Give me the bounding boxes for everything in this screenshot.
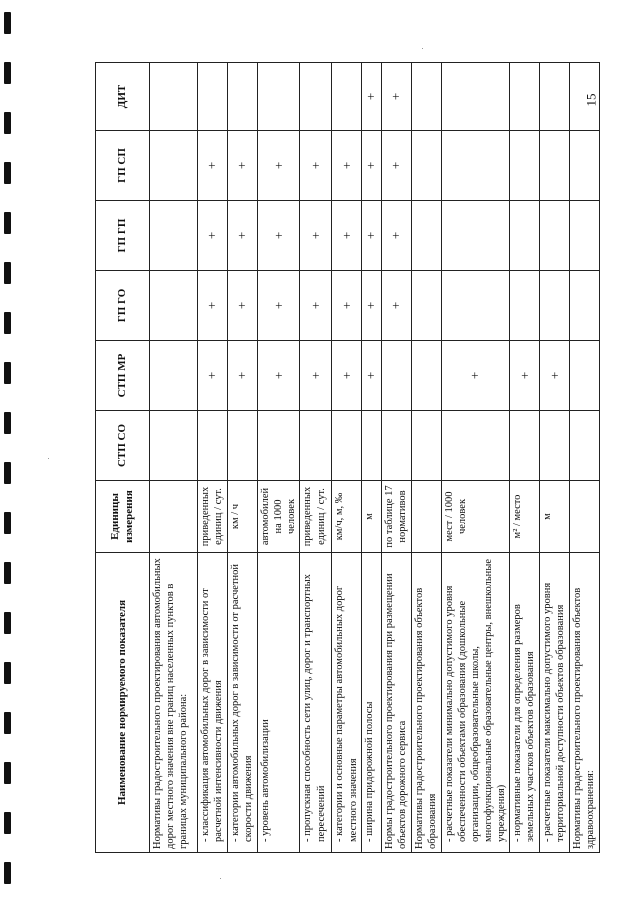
binder-hole	[4, 612, 11, 634]
applicability-mark-cell	[332, 411, 362, 481]
applicability-mark-cell: +	[510, 341, 540, 411]
applicability-mark-cell	[150, 271, 198, 341]
indicator-name-cell: - нормативные показатели для определения размеров земельных участков объектов образования	[510, 553, 540, 853]
indicator-name-cell: - расчетные показатели максимально допустимого уровня территориальной доступности объектов образования	[540, 553, 570, 853]
applicability-mark-cell: +	[228, 201, 258, 271]
table-row	[540, 63, 570, 853]
table-row	[381, 63, 411, 853]
applicability-mark-cell	[570, 201, 600, 271]
applicability-mark-cell	[570, 271, 600, 341]
applicability-mark-cell	[540, 411, 570, 481]
applicability-mark-cell: +	[332, 341, 362, 411]
table-row	[258, 63, 300, 853]
unit-cell: м² / место	[510, 481, 540, 553]
applicability-mark-cell	[441, 131, 510, 201]
unit-cell: км/ч, м, ‰	[332, 481, 362, 553]
applicability-mark-cell	[570, 341, 600, 411]
applicability-mark-cell	[510, 201, 540, 271]
table-header-row	[96, 63, 150, 853]
table-row	[300, 63, 332, 853]
applicability-mark-cell	[150, 411, 198, 481]
binder-hole	[4, 112, 11, 134]
applicability-mark-cell	[362, 411, 381, 481]
applicability-mark-cell: +	[300, 271, 332, 341]
applicability-mark-cell: +	[332, 131, 362, 201]
applicability-mark-cell	[441, 63, 510, 131]
binder-hole	[4, 12, 11, 34]
applicability-mark-cell	[300, 63, 332, 131]
indicator-name-cell: - пропускная способность сети улиц, дорог и транспортных пересечений	[300, 553, 332, 853]
binder-hole	[4, 312, 11, 334]
applicability-mark-cell	[228, 411, 258, 481]
applicability-mark-cell	[411, 341, 441, 411]
applicability-mark-cell: +	[228, 271, 258, 341]
applicability-mark-cell: +	[228, 341, 258, 411]
applicability-mark-cell: +	[381, 131, 411, 201]
binder-hole	[4, 812, 11, 834]
applicability-mark-cell: +	[381, 63, 411, 131]
unit-cell: мест / 1000 человек	[441, 481, 510, 553]
applicability-mark-cell	[540, 63, 570, 131]
applicability-mark-cell: +	[332, 201, 362, 271]
applicability-mark-cell: +	[300, 341, 332, 411]
applicability-mark-cell: +	[258, 341, 300, 411]
applicability-mark-cell: +	[362, 341, 381, 411]
table-row	[570, 63, 600, 853]
applicability-mark-cell: +	[258, 131, 300, 201]
applicability-mark-cell	[258, 63, 300, 131]
applicability-mark-cell	[540, 271, 570, 341]
indicator-name-cell: - расчетные показатели минимально допустимого уровня обеспеченности объектами образования (дошкольные организации, общеобразовательные школы, многофункциональные образовательные центры, внешкольные учреждения)	[441, 553, 510, 853]
header-stp-so: СТП СО	[96, 411, 150, 481]
applicability-mark-cell	[540, 201, 570, 271]
scan-speck	[48, 458, 49, 459]
unit-cell	[150, 481, 198, 553]
header-gp-gp: ГП ГП	[96, 201, 150, 271]
applicability-mark-cell	[411, 131, 441, 201]
applicability-mark-cell	[150, 341, 198, 411]
header-gp-go: ГП ГО	[96, 271, 150, 341]
applicability-mark-cell: +	[332, 271, 362, 341]
applicability-mark-cell	[332, 63, 362, 131]
table-row	[198, 63, 228, 853]
indicator-name-cell: - категории автомобильных дорог в зависимости от расчетной скорости движения	[228, 553, 258, 853]
scan-speck	[220, 878, 221, 879]
header-indicator-name: Наименование нормируемого показателя	[96, 553, 150, 853]
binder-hole	[4, 212, 11, 234]
binder-hole	[4, 412, 11, 434]
applicability-mark-cell	[411, 63, 441, 131]
indicator-name-cell: Нормативы градостроительного проектирования объектов образования	[411, 553, 441, 853]
applicability-mark-cell	[381, 411, 411, 481]
table-row	[332, 63, 362, 853]
unit-cell: км / ч	[228, 481, 258, 553]
binder-hole	[4, 62, 11, 84]
binder-hole	[4, 462, 11, 484]
indicator-name-cell: Нормативы градостроительного проектирования автомобильных дорог местного значения вне границ населенных пунктов в границах муниципального района:	[150, 553, 198, 853]
indicator-name-cell: Нормативы градостроительного проектирования объектов здравоохранения:	[570, 553, 600, 853]
table-row	[510, 63, 540, 853]
applicability-mark-cell: +	[198, 341, 228, 411]
binder-hole	[4, 362, 11, 384]
binder-hole	[4, 862, 11, 884]
header-dit: ДИТ	[96, 63, 150, 131]
applicability-mark-cell	[411, 271, 441, 341]
applicability-mark-cell: +	[441, 341, 510, 411]
applicability-mark-cell	[228, 63, 258, 131]
applicability-mark-cell	[381, 341, 411, 411]
header-stp-mr: СТП МР	[96, 341, 150, 411]
indicator-name-cell: - категории и основные параметры автомобильных дорог местного значения	[332, 553, 362, 853]
applicability-mark-cell	[510, 131, 540, 201]
norms-table	[95, 62, 600, 853]
applicability-mark-cell	[441, 411, 510, 481]
applicability-mark-cell	[198, 63, 228, 131]
unit-cell	[411, 481, 441, 553]
table-row	[150, 63, 198, 853]
applicability-mark-cell	[570, 63, 600, 131]
scan-speck	[422, 48, 423, 49]
indicator-name-cell: - ширина придорожной полосы	[362, 553, 381, 853]
indicator-name-cell: - классификация автомобильных дорог в зависимости от расчетной интенсивности движения	[198, 553, 228, 853]
applicability-mark-cell	[150, 63, 198, 131]
applicability-mark-cell: +	[362, 63, 381, 131]
applicability-mark-cell: +	[540, 341, 570, 411]
table-row	[228, 63, 258, 853]
applicability-mark-cell: +	[198, 131, 228, 201]
applicability-mark-cell	[441, 271, 510, 341]
unit-cell: по таблице 17 нормативов	[381, 481, 411, 553]
applicability-mark-cell: +	[362, 271, 381, 341]
applicability-mark-cell	[540, 131, 570, 201]
binder-hole	[4, 662, 11, 684]
applicability-mark-cell: +	[362, 131, 381, 201]
binder-hole	[4, 762, 11, 784]
applicability-mark-cell: +	[198, 201, 228, 271]
applicability-mark-cell	[570, 131, 600, 201]
indicator-name-cell: Нормы градостроительного проектирования при размещении объектов дорожного сервиса	[381, 553, 411, 853]
applicability-mark-cell: +	[228, 131, 258, 201]
table-body	[150, 63, 600, 853]
header-gp-sp: ГП СП	[96, 131, 150, 201]
indicator-name-cell: - уровень автомобилизации	[258, 553, 300, 853]
header-units: Единицы измерения	[96, 481, 150, 553]
applicability-mark-cell	[198, 411, 228, 481]
applicability-mark-cell	[570, 411, 600, 481]
applicability-mark-cell	[411, 201, 441, 271]
applicability-mark-cell: +	[300, 131, 332, 201]
page-number: 15	[583, 93, 599, 107]
binder-hole	[4, 562, 11, 584]
applicability-mark-cell	[258, 411, 300, 481]
unit-cell	[570, 481, 600, 553]
applicability-mark-cell: +	[381, 271, 411, 341]
applicability-mark-cell: +	[258, 271, 300, 341]
applicability-mark-cell	[411, 411, 441, 481]
applicability-mark-cell	[150, 201, 198, 271]
applicability-mark-cell	[510, 63, 540, 131]
unit-cell: приведенных единиц / сут.	[300, 481, 332, 553]
applicability-mark-cell: +	[381, 201, 411, 271]
unit-cell: м	[540, 481, 570, 553]
binder-hole	[4, 512, 11, 534]
unit-cell: м	[362, 481, 381, 553]
applicability-mark-cell	[441, 201, 510, 271]
applicability-mark-cell	[150, 131, 198, 201]
table-row	[362, 63, 381, 853]
binder-hole	[4, 712, 11, 734]
applicability-mark-cell: +	[258, 201, 300, 271]
table-row	[411, 63, 441, 853]
applicability-mark-cell: +	[362, 201, 381, 271]
applicability-mark-cell: +	[300, 201, 332, 271]
applicability-mark-cell	[510, 411, 540, 481]
table-row	[441, 63, 510, 853]
applicability-mark-cell	[300, 411, 332, 481]
binder-hole	[4, 162, 11, 184]
unit-cell: автомобилей на 1000 человек	[258, 481, 300, 553]
unit-cell: приведенных единиц / сут.	[198, 481, 228, 553]
binder-hole	[4, 262, 11, 284]
applicability-mark-cell: +	[198, 271, 228, 341]
applicability-mark-cell	[510, 271, 540, 341]
